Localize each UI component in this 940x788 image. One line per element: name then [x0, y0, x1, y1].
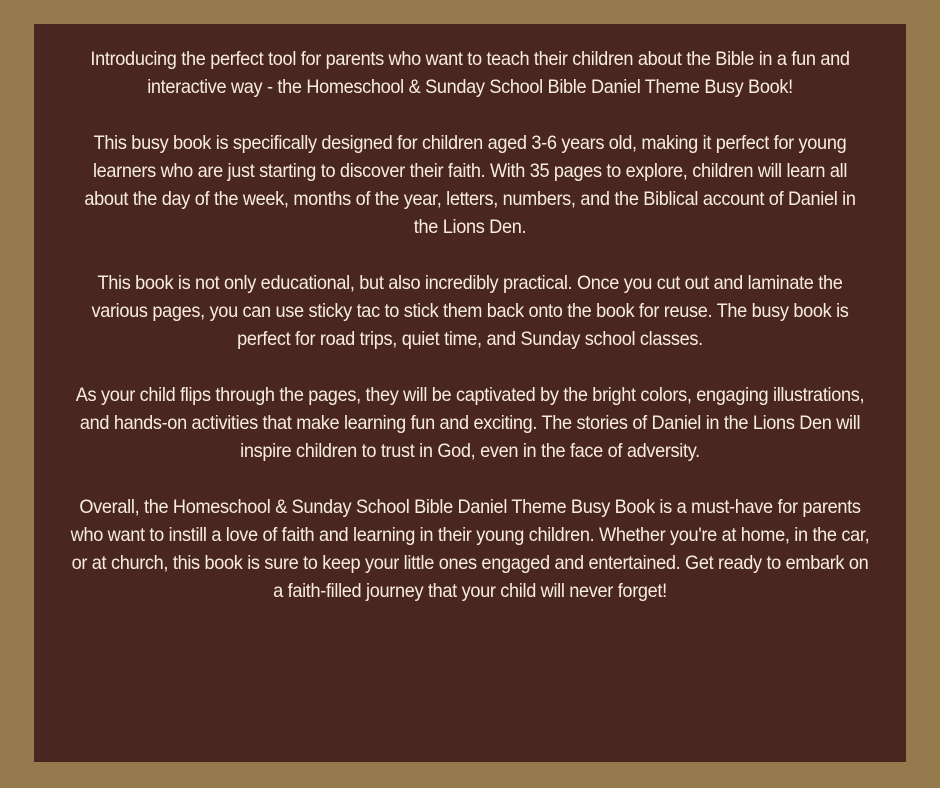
conclusion-paragraph: Overall, the Homeschool & Sunday School Bible Daniel Theme Busy Book is a must-have for parents who want to instill a love of faith and learning in their young children. Whether you're at home, in the car, or at church, this book is sure to keep your little ones engaged and entertained. Get ready to embark on a faith-filled journey that your child will never forget! [70, 496, 870, 602]
paragraph-spacer [74, 241, 866, 269]
intro-paragraph: Introducing the perfect tool for parents who want to teach their children about the Bible in a fun and interactive way - the Homeschool & Sunday School Bible Daniel Theme Busy Book! [90, 48, 850, 98]
paragraph-spacer [74, 465, 866, 493]
paragraph-spacer [74, 101, 866, 129]
engagement-paragraph: As your child flips through the pages, they will be captivated by the bright colors, engaging illustrations, and hands-on activities that make learning fun and exciting. The stories of Daniel in the Lions Den will inspire children to trust in God, even in the face of adversity. [75, 384, 865, 462]
audience-paragraph: This busy book is specifically designed for children aged 3-6 years old, making it perfect for young learners who are just starting to discover their faith. With 35 pages to explore, children will learn all about the day of the week, months of the year, letters, numbers, and the Biblical account of Daniel in the Lions Den. [84, 132, 856, 238]
practical-paragraph: This book is not only educational, but also incredibly practical. Once you cut out and laminate the various pages, you can use sticky tac to stick them back onto the book for reuse. The busy book is perfect for road trips, quiet time, and Sunday school classes. [91, 272, 849, 350]
description-panel [34, 24, 906, 762]
paragraph-spacer [74, 353, 866, 381]
